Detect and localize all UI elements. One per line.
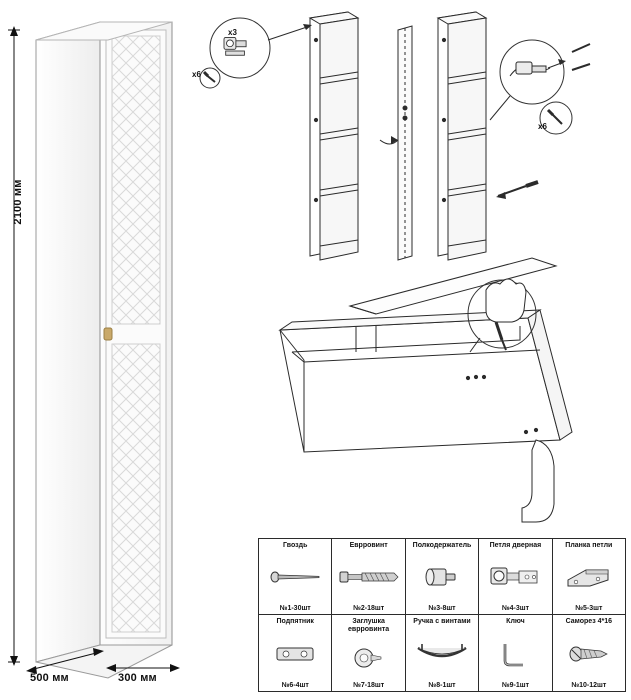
carcass-lying xyxy=(280,310,572,522)
part-title: Гвоздь xyxy=(282,542,308,549)
parts-cell-handle xyxy=(406,615,479,691)
handle-icon xyxy=(407,626,477,682)
hinge-detail-icon xyxy=(224,37,246,55)
euro-screw-icon xyxy=(333,550,403,605)
part-title: Полкодержатель xyxy=(412,542,472,549)
door-panel-upper xyxy=(112,36,160,324)
part-code: №1-30шт xyxy=(279,605,311,612)
screw-icon-small xyxy=(204,72,215,82)
part-code: №6-4шт xyxy=(281,682,309,689)
part-title: Подпятник xyxy=(276,618,314,625)
shelf-screw-arrow xyxy=(496,182,538,199)
parts-cell-door-hinge xyxy=(479,539,552,615)
part-title: Еврровинт xyxy=(349,542,388,549)
depth-dimension-label: 500 мм xyxy=(30,672,69,684)
part-code: №5-3шт xyxy=(575,605,603,612)
part-title: Петля дверная xyxy=(489,542,542,549)
part-title: Заглушка еврровинта xyxy=(348,618,390,633)
shelf-support-icon xyxy=(407,550,477,605)
parts-cell-euro-screw xyxy=(332,539,405,615)
screw-count-top-label: x6 xyxy=(192,70,201,79)
part-code: №3-8шт xyxy=(428,605,456,612)
part-title: Ручка с винтами xyxy=(413,618,471,625)
door-handle xyxy=(104,328,112,340)
part-title: Ключ xyxy=(506,618,525,625)
parts-cell-self-tapping-screw xyxy=(553,615,625,691)
part-title: Планка петли xyxy=(565,542,613,549)
screw-count-right-label: x6 xyxy=(538,122,547,131)
part-code: №4-3шт xyxy=(501,605,530,612)
part-code: №7-18шт xyxy=(353,682,385,689)
back-panel xyxy=(398,26,412,260)
furniture-foot-icon xyxy=(260,626,330,682)
assembly-diagram-svg xyxy=(180,0,631,530)
door-hinge-icon xyxy=(480,550,550,605)
part-title: Саморез 4*16 xyxy=(565,618,613,625)
parts-cell-nail xyxy=(259,539,332,615)
parts-table xyxy=(258,538,626,692)
self-tapping-screw-icon xyxy=(554,626,624,682)
part-code: №10-12шт xyxy=(571,682,607,689)
parts-cell-hex-key xyxy=(479,615,552,691)
parts-cell-furniture-foot xyxy=(259,615,332,691)
carcass-left xyxy=(310,12,358,260)
screw-cap-icon xyxy=(333,634,403,682)
nail-icon xyxy=(260,550,330,605)
height-dimension-arrow xyxy=(8,26,20,666)
top-board xyxy=(350,258,556,314)
hinge-plate-icon xyxy=(554,550,624,605)
cabinet-side-panel xyxy=(36,22,100,662)
parts-cell-screw-cap xyxy=(332,615,405,691)
height-dimension-label: 2100 мм xyxy=(12,179,24,225)
hex-key-icon xyxy=(480,626,550,682)
width-dimension-label: 300 мм xyxy=(118,672,157,684)
carcass-right xyxy=(438,12,486,260)
part-code: №9-1шт xyxy=(501,682,530,689)
parts-table-row xyxy=(259,615,625,691)
hinge-mounting-detail xyxy=(490,40,590,134)
parts-cell-hinge-plate xyxy=(553,539,625,615)
door-panel-lower xyxy=(112,344,160,632)
part-code: №2-18шт xyxy=(353,605,385,612)
parts-cell-shelf-support xyxy=(406,539,479,615)
assembly-diagram xyxy=(180,0,631,530)
hinge-count-label: x3 xyxy=(228,28,237,37)
part-code: №8-1шт xyxy=(428,682,456,689)
parts-table-row xyxy=(259,539,625,615)
